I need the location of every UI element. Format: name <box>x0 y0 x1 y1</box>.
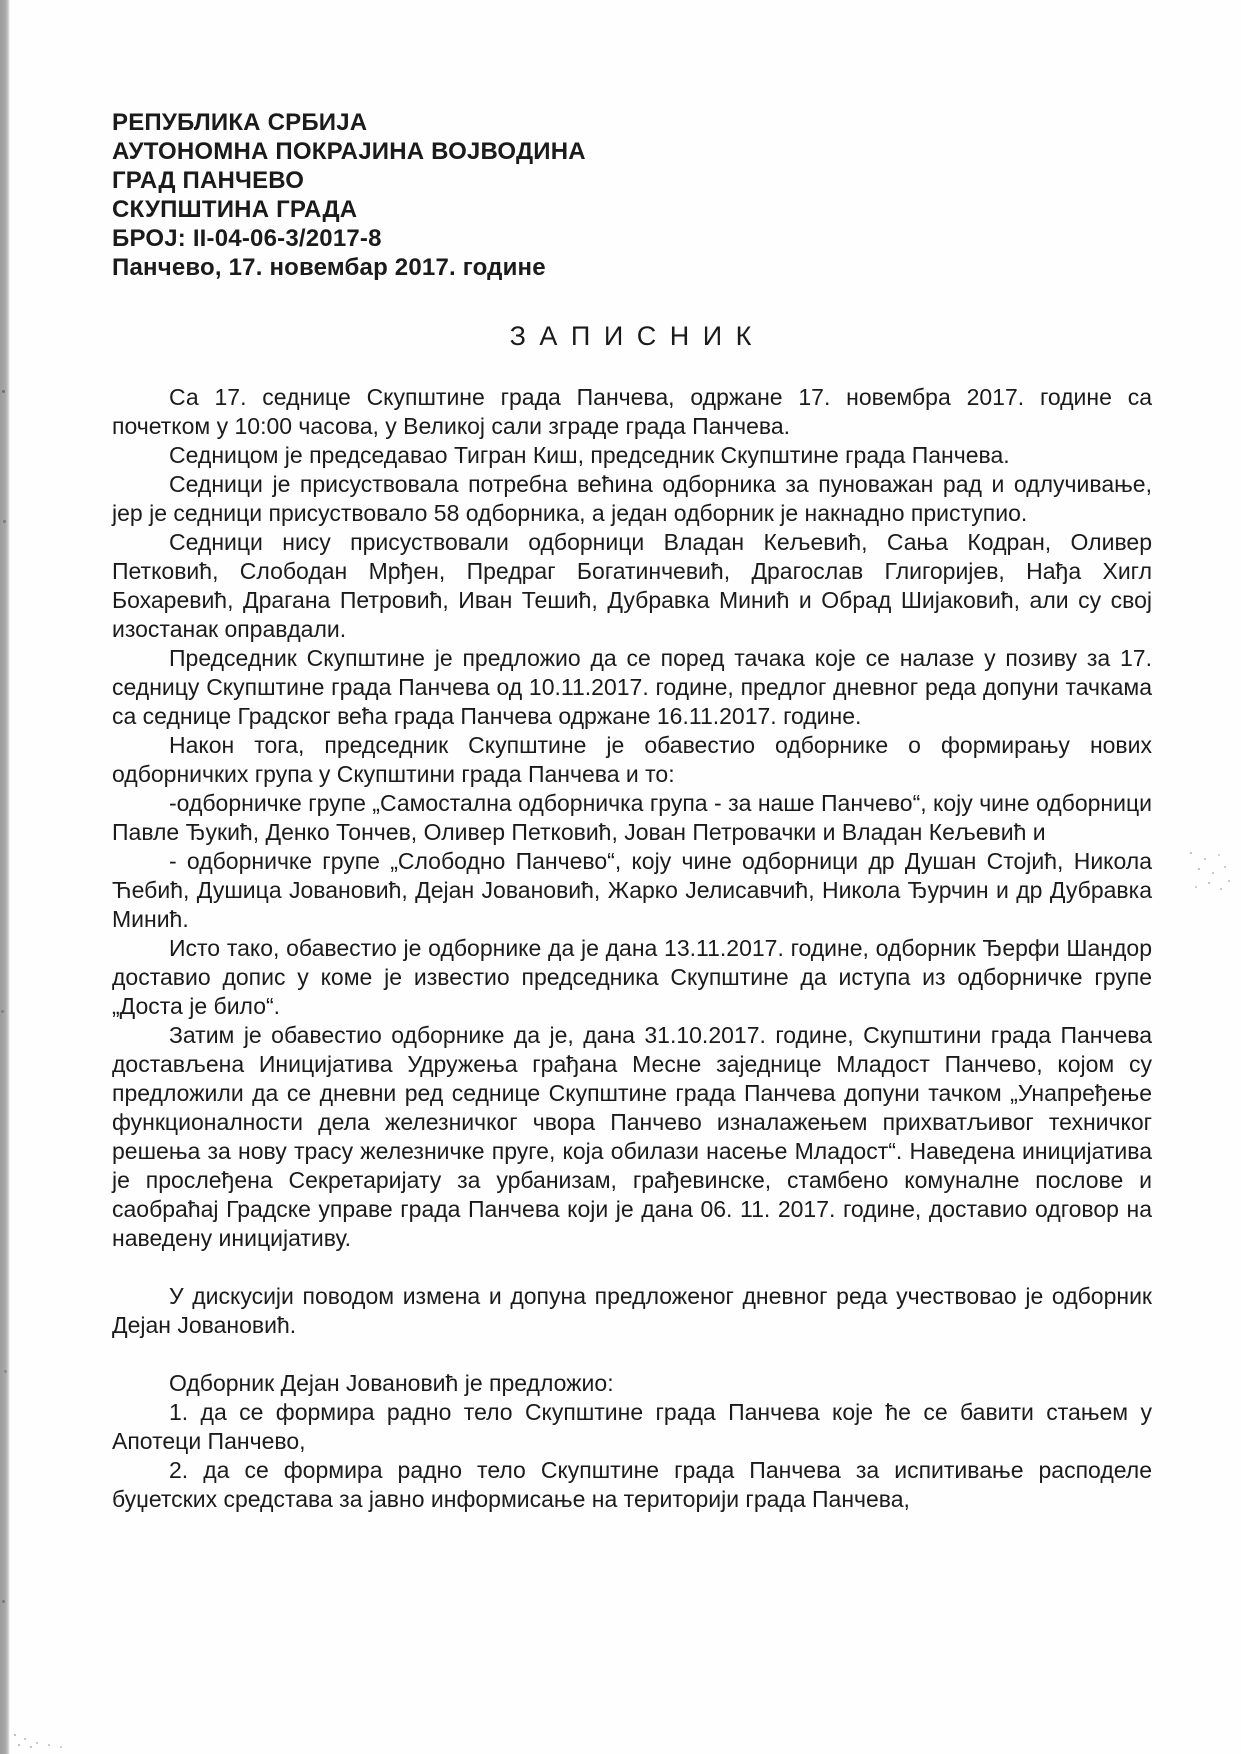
letterhead-doc-number: БРОЈ: II-04-06-3/2017-8 <box>112 225 382 252</box>
letterhead-province: АУТОНОМНА ПОКРАЈИНА ВОЈВОДИНА <box>112 138 586 165</box>
letterhead-assembly: СКУПШТИНА ГРАДА <box>112 196 358 223</box>
paragraph-group-slobodno: - одборничке групе „Слободно Панчево“, коју чине одборници др Душан Стојић, Никола Ћебић, Душица Јовановић, Дејан Јовановић, Жарко Јелисавчић, Никола Ђурчин и др Дубравка Минић. <box>112 848 1152 932</box>
paragraph-proposal-item-1: 1. да се формира радно тело Скупштине града Панчева које ће се бавити стањем у Апотеци Панчево, <box>112 1399 1152 1454</box>
paragraph-quorum: Седници је присуствовала потребна већина одборника за пуноважан рад и одлучивање, јер је седници присуствовало 58 одборника, а један одборник је накнадно приступио. <box>112 471 1152 526</box>
paragraph-group-samostalna: -одборничке групе „Самостална одборничка група - за наше Панчево“, коју чине одборници Павле Ђукић, Денко Тончев, Оливер Петковић, Јован Петровачки и Владан Кељевић и <box>112 790 1152 845</box>
document-title: З А П И С Н И К <box>509 321 755 351</box>
paragraph-new-groups-intro: Након тога, председник Скупштине је обавестио одборнике о формирању нових одборничких група у Скупштини града Панчева и то: <box>112 732 1152 787</box>
paragraph-agenda-proposal: Председник Скупштине је предложио да се поред тачака које се налазе у позиву за 17. седницу Скупштине града Панчева од 10.11.2017. године, предлог дневног реда допуни тачкама са седнице Градског већа града Панчева одржане 16.11.2017. године. <box>112 645 1152 729</box>
paragraph-member-exit: Исто тако, обавестио је одборнике да је дана 13.11.2017. године, одборник Ђерфи Шандор доставио допис у коме је известио председника Скупштине да иступа из одборничке групе „Доста је било“. <box>112 935 1152 1019</box>
letterhead-city: ГРАД ПАНЧЕВО <box>112 167 305 194</box>
letterhead-place-date: Панчево, 17. новембар 2017. године <box>112 254 546 281</box>
paragraph-chairman: Седницом је председавао Тигран Киш, председник Скупштине града Панчева. <box>169 442 1010 468</box>
paragraph-proposal-intro: Одборник Дејан Јовановић је предложио: <box>169 1370 614 1396</box>
paragraph-discussion: У дискусији поводом измена и допуна предложеног дневног реда учествовао је одборник Дејан Јовановић. <box>112 1283 1152 1338</box>
letterhead <box>112 108 1152 282</box>
document-content <box>112 108 1152 1514</box>
letterhead-republic: РЕПУБЛИКА СРБИЈА <box>112 109 368 136</box>
scan-edge-artifact <box>0 0 10 1754</box>
paragraph-session-intro: Са 17. седнице Скупштине града Панчева, одржане 17. новембра 2017. године са почетком у 10:00 часова, у Великој сали зграде града Панчева. <box>112 384 1152 439</box>
document-body <box>112 383 1152 1514</box>
paragraph-initiative: Затим је обавестио одборнике да је, дана 31.10.2017. године, Скупштини града Панчева достављена Иницијатива Удружења грађана Месне заједнице Младост Панчево, којом су предложили да се дневни ред седнице Скупштине града Панчева допуни тачком „Унапређење функционалности дела железничког чвора Панчево изналажењем прихватљивог техничког решења за нову трасу железничке пруге, која обилази насење Младост“. Наведена иницијатива је прослеђена Секретаријату за урбанизам, грађевинске, стамбено комуналне послове и саобраћај Градске управе града Панчева који је дана 06. 11. 2017. године, доставио одговор на наведену иницијативу. <box>112 1022 1152 1251</box>
scan-speckle-bottom-left <box>14 1734 16 1736</box>
scan-speckle-right <box>1190 852 1192 854</box>
paragraph-proposal-item-2: 2. да се формира радно тело Скупштине града Панчева за испитивање расподеле буџетских средстава за јавно информисање на територији града Панчева, <box>112 1457 1152 1512</box>
paragraph-absent-members: Седници нису присуствовали одборници Владан Кељевић, Сања Кодран, Оливер Петковић, Слободан Мрђен, Предраг Богатинчевић, Драгослав Глигоријев, Нађа Хигл Бохаревић, Драгана Петровић, Иван Тешић, Дубравка Минић и Обрад Шијаковић, али су свој изостанак оправдали. <box>112 529 1152 642</box>
